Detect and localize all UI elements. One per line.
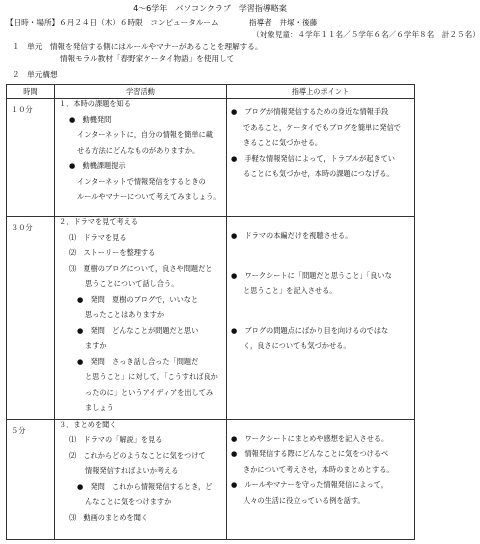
unit-line: １ 単元 情報を発信する側にはルールやマナーがあることを理解する。 xyxy=(12,42,263,51)
lesson-plan-table xyxy=(6,84,415,540)
point-line: 人々の生活に役立っている例を話す。 xyxy=(243,495,365,505)
activity-line: んなことに気をつけますか xyxy=(85,497,172,506)
activity-line: ますか xyxy=(85,341,107,350)
point-line: ● ワークシートにまとめや感想を記入させる。 xyxy=(231,433,389,443)
point-line: ● 情報発信する際にどんなことに気をつけるべ xyxy=(231,449,389,458)
point-line: く，良さについても気づかせる。 xyxy=(243,341,351,350)
unit-material-line: 情報モラル教材「春野家ケータイ物語」を使用して xyxy=(60,54,235,63)
point-line: きかについて考えさせ，本時のまとめとする。 xyxy=(243,464,394,474)
activity-line: ましょう xyxy=(85,403,114,412)
point-line: ● ドラマの本編だけを視聴させる。 xyxy=(231,231,353,240)
activity-line: ● 発問 夏樹のブログで，いいなと xyxy=(77,294,199,304)
header-points: 指導上のポイント xyxy=(227,85,415,99)
activity-cell xyxy=(55,99,227,217)
activity-line: ● 動機発問 xyxy=(69,114,112,124)
activity-line: ● 発問 これから情報発信するとき，ど xyxy=(77,481,213,491)
activity-line: 思うことについて話し合う。 xyxy=(85,279,179,288)
point-line: ● ブログが情報発信するための身近な情報手段 xyxy=(231,107,389,116)
activity-line: ● 発問 どんなことが問題だと思い xyxy=(77,325,199,335)
activity-line: ⑶ 夏樹のブログについて，良さや問題だと xyxy=(69,263,213,273)
activity-line: ⑵ これからどのようなことに気をつけて xyxy=(69,450,206,460)
activity-line: 思ったことはありますか xyxy=(85,310,165,319)
activity-line: ルールやマナーについて考えてみましょう。 xyxy=(77,192,221,201)
points-cell xyxy=(227,217,415,420)
point-line: ● 手軽な情報発信によって，トラブルが起きてい xyxy=(231,153,395,163)
activity-line: インターネットに，自分の情報を簡単に載 xyxy=(77,130,213,139)
points-cell xyxy=(227,99,415,217)
point-line: ● ルールやマナーを守った情報発信によって， xyxy=(231,480,388,489)
table-row xyxy=(7,217,415,420)
activity-line: 情報発信すればよいか考える xyxy=(85,466,179,475)
target-students-line: （対象児童：４学年１１名／５学年６名／６学年８名 計２５名） xyxy=(252,30,480,39)
activity-line: インターネットで情報発信をするときの xyxy=(77,176,206,186)
point-line: と思うこと」を記入させる。 xyxy=(243,286,337,295)
time-cell: ５分 xyxy=(7,419,55,540)
activity-line: ２．ドラマを見て考える xyxy=(59,217,139,226)
header-time: 時間 xyxy=(7,85,55,99)
activity-line: ● 動機課題提示 xyxy=(69,161,126,170)
header-activity: 学習活動 xyxy=(55,85,227,99)
date-place-line: 【日時・場所】６月２４日（木）６時限 コンピュータルーム 指導者 井塚・後藤 xyxy=(6,18,318,27)
activity-line: ⑵ ストーリーを整理する xyxy=(69,248,156,257)
table-row xyxy=(7,419,415,540)
point-line: きることに気づかせる。 xyxy=(243,138,323,147)
point-line: ● ブログの問題点にばかり目を向けるのではな xyxy=(231,325,389,335)
activity-cell xyxy=(55,217,227,420)
time-cell: １０分 xyxy=(7,99,55,217)
activity-line: ⑴ ドラマを見る xyxy=(69,232,127,242)
activity-line: せる方法にどんなものがありますか。 xyxy=(77,145,200,155)
activity-cell xyxy=(55,419,227,540)
activity-line: １．本時の課題を知る xyxy=(59,99,131,108)
table-row xyxy=(7,99,415,217)
activity-line: ⑶ 動画のまとめを聞く xyxy=(69,512,149,522)
activity-line: ったのに」というアイディアを出してみ xyxy=(85,387,214,397)
activity-line: ⑴ ドラマの「解説」を見る xyxy=(69,435,163,444)
unit-plan-heading: ２ 単元構想 xyxy=(12,70,58,79)
point-line: ● ワークシートに「問題だと思うこと」「良いな xyxy=(231,270,392,280)
activity-line: ● 発問 さっき話し合った「問題だ xyxy=(77,356,199,366)
time-cell: ３０分 xyxy=(7,217,55,420)
document-title: 4～6学年 パソコンクラブ 学習指導略案 xyxy=(133,4,287,13)
point-line: ることにも気づかせ，本時の課題につなげる。 xyxy=(243,169,394,178)
point-line: であること，ケータイでもブログを簡単に発信で xyxy=(243,122,401,132)
points-cell xyxy=(227,419,415,540)
activity-line: ３．まとめを聞く xyxy=(59,419,117,429)
table-header-row xyxy=(7,85,415,99)
activity-line: と思うこと」に対して，「こうすれば良か xyxy=(85,372,218,381)
